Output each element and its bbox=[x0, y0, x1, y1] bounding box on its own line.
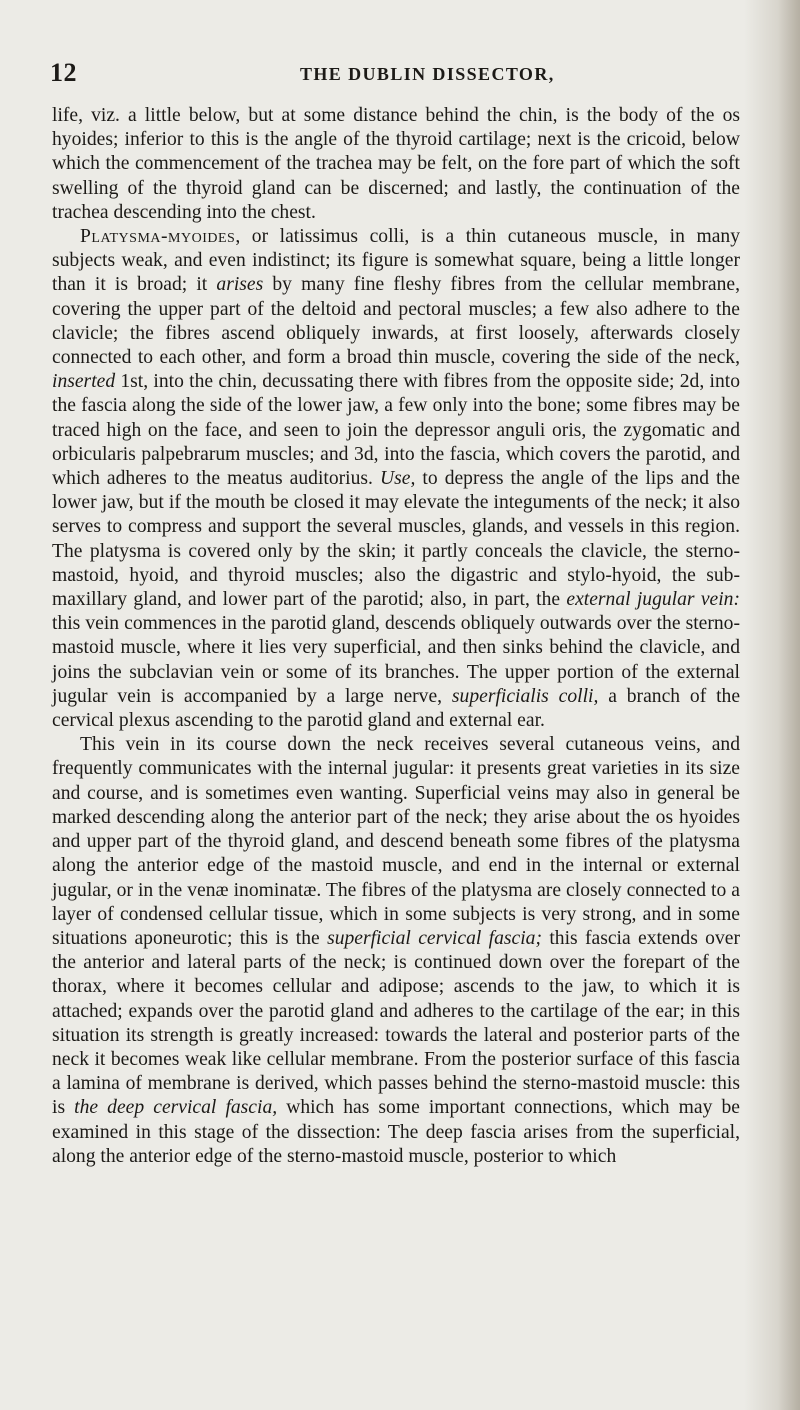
running-title: THE DUBLIN DISSECTOR, bbox=[300, 64, 555, 84]
running-head bbox=[50, 58, 744, 88]
page-edge-shadow bbox=[778, 0, 800, 1410]
emphasis-external-jugular: external jugular vein: bbox=[566, 589, 740, 611]
paragraph-1: life, viz. a little below, but at some distance behind the chin, is the body of the os hyoides; inferior to this is the angle of the thyroid cartilage; next is the cricoid, below which the commencement of the trachea may be felt, on the fore part of which the soft swelling of the thyroid gland can be discerned; and lastly, the continuation of the trachea descending into the chest. bbox=[52, 105, 740, 223]
text-run: by many fine fleshy fibres from the cellular membrane, covering the upper part of the deltoid and pectoral muscles; a few also adhere to the clavicle; the fibres ascend obliquely inwards, at first loosely, afterwards closely connected to each other, and form a broad thin muscle, covering the side of the neck, bbox=[52, 274, 740, 369]
emphasis-arises: arises bbox=[216, 274, 264, 296]
text-run: this fascia extends over the anterior and lateral parts of the neck; is continued down over the forepart of the thorax, where it becomes cellular and adipose; ascends to the jaw, to which it is attached; expands over the parotid gland and adheres to the cartilage of the ear; in this situation its strength is greatly increased: towards the lateral and posterior parts of the neck it becomes weak like cellular membrane. From the posterior surface of this fascia a lamina of membrane is derived, which passes behind the sterno-mastoid muscle: this is bbox=[52, 927, 741, 1119]
paragraph-vein-fascia bbox=[52, 733, 740, 1169]
emphasis-superficial-fascia: superficial cervical fascia; bbox=[327, 927, 542, 949]
text-run: this vein commences in the parotid gland, descends obliquely outwards over the sterno-mastoid muscle, where it lies very superficial, and then sinks behind the clavicle, and joins the subclavian vein or some of its branches. The upper portion of the external jugular vein is accompanied by a large nerve, bbox=[52, 613, 740, 707]
body-text bbox=[52, 104, 740, 1169]
emphasis-deep-fascia: the deep cervical fascia, bbox=[74, 1097, 278, 1119]
page-number: 12 bbox=[50, 58, 77, 87]
paragraph-platysma bbox=[52, 225, 740, 733]
emphasis-use: Use, bbox=[379, 468, 416, 490]
text-run: 1st, into the chin, decussating there with fibres from the opposite side; 2d, into the fascia along the side of the lower jaw, a few only into the bone; some fibres may be traced high on the face, and seen to join the depressor anguli oris, the zygomatic and orbicularis palpebrarum muscles; and 3d, into the fascia, which covers the parotid, and which adheres to the meatus auditorius. bbox=[52, 371, 740, 490]
text-run: which has some important connections, which may be examined in this stage of the dissection: The deep fascia arises from the superficial, along the anterior edge of the sterno-mastoid muscle, posterior to which bbox=[52, 1097, 740, 1167]
emphasis-superficialis-colli: superficialis colli, bbox=[451, 685, 599, 707]
emphasis-inserted: inserted bbox=[52, 371, 116, 393]
muscle-heading: Platysma-myoides bbox=[80, 226, 236, 248]
text-run: , or latissimus colli, is a thin cutaneous muscle, in many subjects weak, and even indistinct; its figure is somewhat square, being a little longer than it is broad; it bbox=[52, 226, 740, 296]
text-run: This vein in its course down the neck receives several cutaneous veins, and frequently communicates with the internal jugular: it presents great varieties in its size and course, and is sometimes even wanting. Superficial veins may also in general be marked descending along the anterior part of the neck; they arise about the os hyoides and upper part of the thyroid gland, and descend beneath some fibres of the platysma along the anterior edge of the mastoid muscle, and end in the internal or external jugular, or in the venæ inominatæ. The fibres of the platysma are closely connected to a layer of condensed cellular tissue, which in some subjects is very strong, and in some situations aponeurotic; this is the bbox=[52, 734, 740, 949]
text-run: a branch of the cervical plexus ascending to the parotid gland and external ear. bbox=[52, 685, 741, 732]
text-run: to depress the angle of the lips and the lower jaw, but if the mouth be closed it may elevate the integuments of the neck; it also serves to compress and support the several muscles, glands, and vessels in this region. The platysma is covered only by the skin; it partly conceals the clavicle, the sterno-mastoid, hyoid, and thyroid muscles; also the digastric and stylo-hyoid, the sub-maxillary gland, and lower part of the parotid; also, in part, the bbox=[52, 468, 740, 611]
